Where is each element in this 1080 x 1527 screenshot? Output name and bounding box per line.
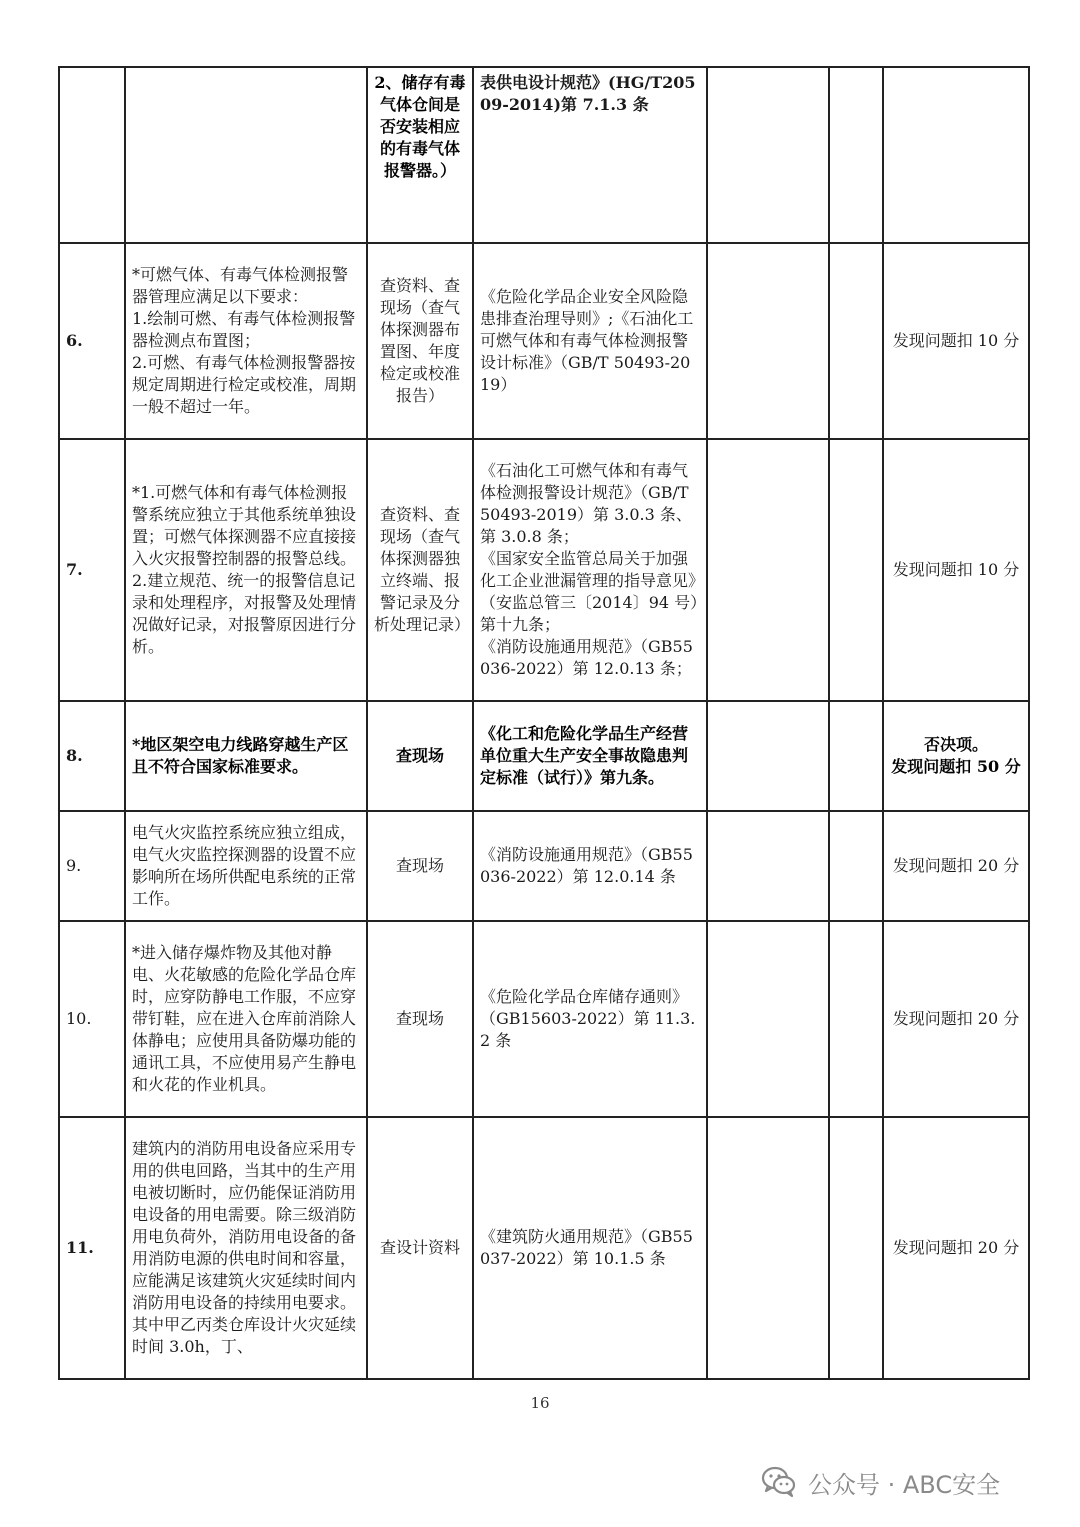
table-row [59,811,1029,921]
requirement-cell: *可燃气体、有毒气体检测报警器管理应满足以下要求： 1.绘制可燃、有毒气体检测报警器检测点布置图； 2.可燃、有毒气体检测报警器按规定周期进行检定或校准，周期一般不超过一年。 [125,243,367,439]
score-cell: 发现问题扣 10 分 [883,439,1029,701]
page-number: 16 [530,1394,550,1412]
method-cell: 2、储存有毒气体仓间是否安装相应的有毒气体报警器。） [367,67,473,243]
blank-cell [707,439,829,701]
item-number: 9. [59,811,125,921]
score-cell: 发现问题扣 20 分 [883,1117,1029,1379]
method-cell: 查现场 [367,701,473,811]
blank-cell [707,701,829,811]
basis-cell: 《石油化工可燃气体和有毒气体检测报警设计规范》（GB/T 50493-2019）第 3.0.3 条、第 3.0.8 条； 《国家安全监管总局关于加强化工企业泄漏管理的指导意见》（安监总管三〔2014〕94 号）第十九条； 《消防设施通用规范》（GB55036-2022）第 12.0.13 条； [473,439,707,701]
score-cell: 否决项。 发现问题扣 50 分 [883,701,1029,811]
requirement-cell: *地区架空电力线路穿越生产区且不符合国家标准要求。 [125,701,367,811]
requirement-cell: *1.可燃气体和有毒气体检测报警系统应独立于其他系统单独设置；可燃气体探测器不应直接接入火灾报警控制器的报警总线。 2.建立规范、统一的报警信息记录和处理程序，对报警及处理情况做好记录，对报警原因进行分析。 [125,439,367,701]
score-cell [883,67,1029,243]
blank-cell [707,1117,829,1379]
table-row [59,243,1029,439]
blank-cell [829,701,883,811]
basis-cell: 《建筑防火通用规范》（GB55037-2022）第 10.1.5 条 [473,1117,707,1379]
basis-cell: 《消防设施通用规范》（GB55036-2022）第 12.0.14 条 [473,811,707,921]
inspection-table [58,66,1030,1380]
blank-cell [829,243,883,439]
requirement-cell: 电气火灾监控系统应独立组成，电气火灾监控探测器的设置不应影响所在场所供配电系统的正常工作。 [125,811,367,921]
wechat-icon [760,1463,798,1501]
blank-cell [829,1117,883,1379]
requirement-cell [125,67,367,243]
requirement-cell: 建筑内的消防用电设备应采用专用的供电回路，当其中的生产用电被切断时，应仍能保证消防用电设备的用电需要。除三级消防用电负荷外，消防用电设备的备用消防电源的供电时间和容量，应能满足该建筑火灾延续时间内消防用电设备的持续用电要求。其中甲乙丙类仓库设计火灾延续时间 3.0h，丁、 [125,1117,367,1379]
watermark [760,1462,1000,1502]
item-number: 10. [59,921,125,1117]
blank-cell [829,67,883,243]
item-number: 11. [59,1117,125,1379]
table-row [59,67,1029,243]
method-cell: 查设计资料 [367,1117,473,1379]
basis-cell: 《危险化学品企业安全风险隐患排查治理导则》;《石油化工可燃气体和有毒气体检测报警设计标准》（GB/T 50493-2019） [473,243,707,439]
blank-cell [707,921,829,1117]
basis-cell: 《危险化学品仓库储存通则》（GB15603-2022）第 11.3.2 条 [473,921,707,1117]
watermark-text: 公众号 · ABC安全 [808,1470,1001,1499]
method-cell: 查现场 [367,811,473,921]
table-row [59,1117,1029,1379]
method-cell: 查现场 [367,921,473,1117]
item-number: 8. [59,701,125,811]
basis-cell: 《化工和危险化学品生产经营单位重大生产安全事故隐患判定标准（试行）》第九条。 [473,701,707,811]
table-row [59,439,1029,701]
score-cell: 发现问题扣 10 分 [883,243,1029,439]
item-number: 7. [59,439,125,701]
item-number: 6. [59,243,125,439]
basis-cell: 表供电设计规范》(HG/T20509-2014)第 7.1.3 条 [473,67,707,243]
method-cell: 查资料、查现场（查气体探测器布置图、年度检定或校准报告） [367,243,473,439]
requirement-cell: *进入储存爆炸物及其他对静电、火花敏感的危险化学品仓库时，应穿防静电工作服，不应穿带钉鞋，应在进入仓库前消除人体静电；应使用具备防爆功能的通讯工具，不应使用易产生静电和火花的作业机具。 [125,921,367,1117]
blank-cell [707,811,829,921]
score-cell: 发现问题扣 20 分 [883,811,1029,921]
item-number [59,67,125,243]
blank-cell [707,67,829,243]
blank-cell [829,921,883,1117]
blank-cell [829,811,883,921]
table-row [59,921,1029,1117]
method-cell: 查资料、查现场（查气体探测器独立终端、报警记录及分析处理记录） [367,439,473,701]
score-cell: 发现问题扣 20 分 [883,921,1029,1117]
table-row [59,701,1029,811]
blank-cell [707,243,829,439]
blank-cell [829,439,883,701]
